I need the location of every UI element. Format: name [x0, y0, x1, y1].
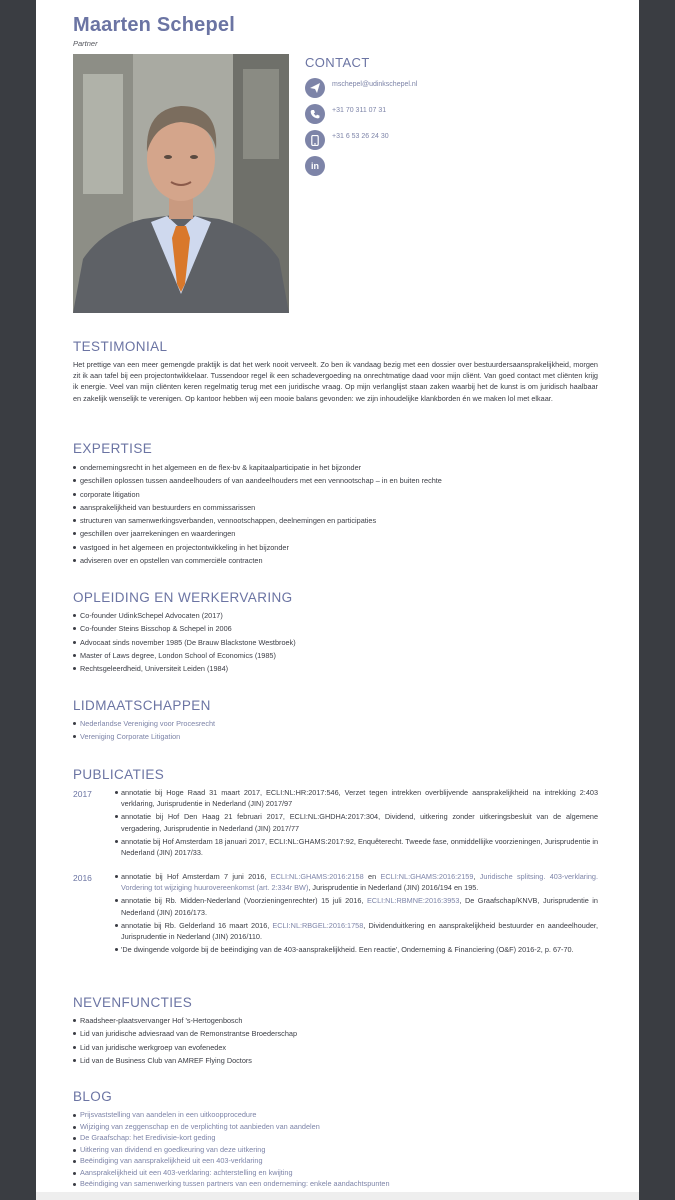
- publications-heading: PUBLICATIES: [73, 767, 165, 782]
- publication-link[interactable]: ECLI:NL:GHAMS:2016:2159: [380, 872, 474, 881]
- education-list: [73, 609, 598, 675]
- list-item: Co-founder Steins Bisschop & Schepel in 2006: [73, 622, 598, 635]
- publication-link[interactable]: ECLI:NL:GHAMS:2016:2158: [270, 872, 364, 881]
- profile-photo: [73, 54, 289, 313]
- linkedin-glyph: in: [311, 161, 319, 171]
- publication-item: [115, 811, 598, 833]
- publication-item: [115, 944, 598, 955]
- linkedin-icon[interactable]: [305, 156, 325, 176]
- portrait-illustration: [73, 54, 289, 313]
- blog-list: [73, 1109, 598, 1190]
- blog-link[interactable]: Aansprakelijkheid uit een 403-verklaring: achterstelling en kwijting: [73, 1167, 598, 1179]
- list-item: vastgoed in het algemeen en projectontwikkeling in het bijzonder: [73, 541, 598, 554]
- list-item: Master of Laws degree, London School of Economics (1985): [73, 649, 598, 662]
- blog-link[interactable]: Wijziging van zeggenschap en de verplichting tot aanbieden van aandelen: [73, 1121, 598, 1133]
- profile-page: [36, 0, 639, 1200]
- publication-text: 'De dwingende volgorde bij de beëindiging van de 403-aansprakelijkheid. Een reactie', Onderneming & Financiering (O&F) 2016-2, p. 67-70.: [121, 945, 574, 955]
- contact-mobile-text[interactable]: +31 6 53 26 24 30: [332, 132, 389, 140]
- publication-text: en: [363, 872, 381, 881]
- blog-link[interactable]: De Graafschap: het Eredivisie-kort geding: [73, 1132, 598, 1144]
- memberships-list: [73, 717, 598, 744]
- contact-email[interactable]: [305, 78, 417, 98]
- contact-heading: CONTACT: [305, 55, 370, 70]
- blog-heading: BLOG: [73, 1089, 113, 1104]
- publication-text: annotatie bij Hof Amsterdam 18 januari 2017, ECLI:NL:GHAMS:2017:92, Enquêterecht. Tweede fase, onmiddellijke voorzieningen, Jurisprudentie in Nederland (JIN) 2017/33.: [121, 836, 598, 858]
- contact-phone-text[interactable]: +31 70 311 07 31: [332, 106, 387, 114]
- publication-item: [115, 895, 598, 917]
- contact-linkedin[interactable]: [305, 156, 325, 176]
- list-item: Raadsheer-plaatsvervanger Hof 's-Hertogenbosch: [73, 1014, 598, 1027]
- publications-2016-list: [115, 871, 598, 957]
- list-item: adviseren over en opstellen van commerciële contracten: [73, 554, 598, 567]
- list-item: structuren van samenwerkingsverbanden, vennootschappen, deelnemingen en participaties: [73, 514, 598, 527]
- publication-text: , De Graafschap/KNVB, Jurisprudentie in Nederland (JIN) 2016/173.: [121, 896, 598, 917]
- list-item: Advocaat sinds november 1985 (De Brauw Blackstone Westbroek): [73, 636, 598, 649]
- profile-role: Partner: [73, 39, 98, 48]
- page-bottom-edge: [36, 1192, 639, 1200]
- list-item: Lid van de Business Club van AMREF Flying Doctors: [73, 1054, 598, 1067]
- contact-phone[interactable]: [305, 104, 386, 124]
- side-functions-heading: NEVENFUNCTIES: [73, 995, 193, 1010]
- testimonial-heading: TESTIMONIAL: [73, 339, 168, 354]
- blog-link[interactable]: Uitkering van dividend en goedkeuring van deze uitkering: [73, 1144, 598, 1156]
- blog-link[interactable]: Beëindiging van aansprakelijkheid uit een 403-verklaring: [73, 1155, 598, 1167]
- membership-link[interactable]: Nederlandse Vereniging voor Procesrecht: [73, 717, 598, 730]
- publication-year: 2017: [73, 789, 92, 799]
- publication-item: [115, 787, 598, 809]
- publication-text: annotatie bij Hof Den Haag 21 februari 2017, ECLI:NL:GHDHA:2017:304, Dividend, uitkering zonder uitkeringsbesluit van de algemene vergadering, Jurisprudentie in Nederland (JIN) 2017/77: [121, 812, 598, 833]
- testimonial-text: Het prettige van een meer gemengde praktijk is dat het werk nooit verveelt. Zo ben ik vandaag bezig met een dossier over bestuurdersaansprakelijkheid, morgen zit ik aan tafel bij een projectontwikkelaar. Tussendoor regel ik een schadevergoeding na onrechtmatige daad voor mijn cliënt. Van goed contact met cliënten krijg ik energie. Veel van mijn cliënten keren regelmatig terug met een juridische vraag. Op mijn verlanglijst staan zaken waarbij het de kunst is om juridisch haalbaar en zakelijk wenselijk te verenigen. Op kantoor hebben wij een mooie balans gevonden: we zijn inhoudelijke klankborden én we maken lol met elkaar.: [73, 360, 598, 403]
- publication-item: [115, 920, 598, 942]
- blog-link[interactable]: Beëindiging van samenwerking tussen partners van een onderneming: enkele aandachtspunten: [73, 1178, 598, 1190]
- list-item: geschillen oplossen tussen aandeelhouders of van aandeelhouders met een vennootschap – in en buiten rechte: [73, 474, 598, 487]
- list-item: ondernemingsrecht in het algemeen en de flex-bv & kapitaalparticipatie in het bijzonder: [73, 461, 598, 474]
- list-item: Rechtsgeleerdheid, Universiteit Leiden (1984): [73, 662, 598, 675]
- publication-link[interactable]: ECLI:NL:RBMNE:2016:3953: [366, 896, 460, 906]
- list-item: Co-founder UdinkSchepel Advocaten (2017): [73, 609, 598, 622]
- publication-item: [115, 836, 598, 858]
- list-item: Lid van juridische werkgroep van evofenedex: [73, 1041, 598, 1054]
- publication-text: annotatie bij Hof Amsterdam 7 juni 2016,: [121, 872, 271, 881]
- send-icon: [305, 78, 325, 98]
- list-item: corporate litigation: [73, 488, 598, 501]
- contact-email-text[interactable]: mschepel@udinkschepel.nl: [332, 80, 418, 88]
- publication-text: annotatie bij Rb. Midden-Nederland (Voorzieningenrechter) 15 juli 2016,: [121, 896, 367, 906]
- blog-link[interactable]: Prijsvaststelling van aandelen in een uitkoopprocedure: [73, 1109, 598, 1121]
- publication-link[interactable]: ECLI:NL:RBGEL:2016:1758: [272, 920, 364, 930]
- profile-name: Maarten Schepel: [73, 14, 235, 36]
- list-item: Lid van juridische adviesraad van de Remonstrantse Broederschap: [73, 1027, 598, 1040]
- mobile-icon: [305, 130, 325, 150]
- publication-item: [115, 871, 598, 893]
- publication-year: 2016: [73, 873, 92, 883]
- list-item: geschillen over jaarrekeningen en waarderingen: [73, 527, 598, 540]
- publication-link[interactable]: Juridische splitsing. 403-verklaring. Vordering tot wijziging huurovereenkomst (art. 2:334r BW): [121, 872, 599, 893]
- side-functions-list: [73, 1014, 598, 1067]
- publication-text: , Dividenduitkering en aansprakelijkheid bestuurder en aandeelhouder, Jurisprudentie in Nederland (JIN) 2016/110.: [121, 920, 598, 942]
- publications-2017-list: [115, 787, 598, 860]
- publication-text: annotatie bij Hoge Raad 31 maart 2017, ECLI:NL:HR:2017:546, Verzet tegen intrekken overblijvende aansprakelijkheid na intrekking 2:403 verklaring, Jurisprudentie in Nederland (JIN) 2017/97: [121, 788, 598, 809]
- publication-text: annotatie bij Rb. Gelderland 16 maart 2016,: [121, 920, 273, 930]
- phone-icon: [305, 104, 325, 124]
- publication-text: , Jurisprudentie in Nederland (JIN) 2016/194 en 195.: [308, 883, 479, 893]
- expertise-heading: EXPERTISE: [73, 441, 153, 456]
- expertise-list: [73, 461, 598, 567]
- publication-text: ,: [473, 872, 480, 881]
- education-heading: OPLEIDING EN WERKERVARING: [73, 590, 293, 605]
- contact-mobile[interactable]: [305, 130, 389, 150]
- memberships-heading: LIDMAATSCHAPPEN: [73, 698, 211, 713]
- membership-link[interactable]: Vereniging Corporate Litigation: [73, 730, 598, 743]
- list-item: aansprakelijkheid van bestuurders en commissarissen: [73, 501, 598, 514]
